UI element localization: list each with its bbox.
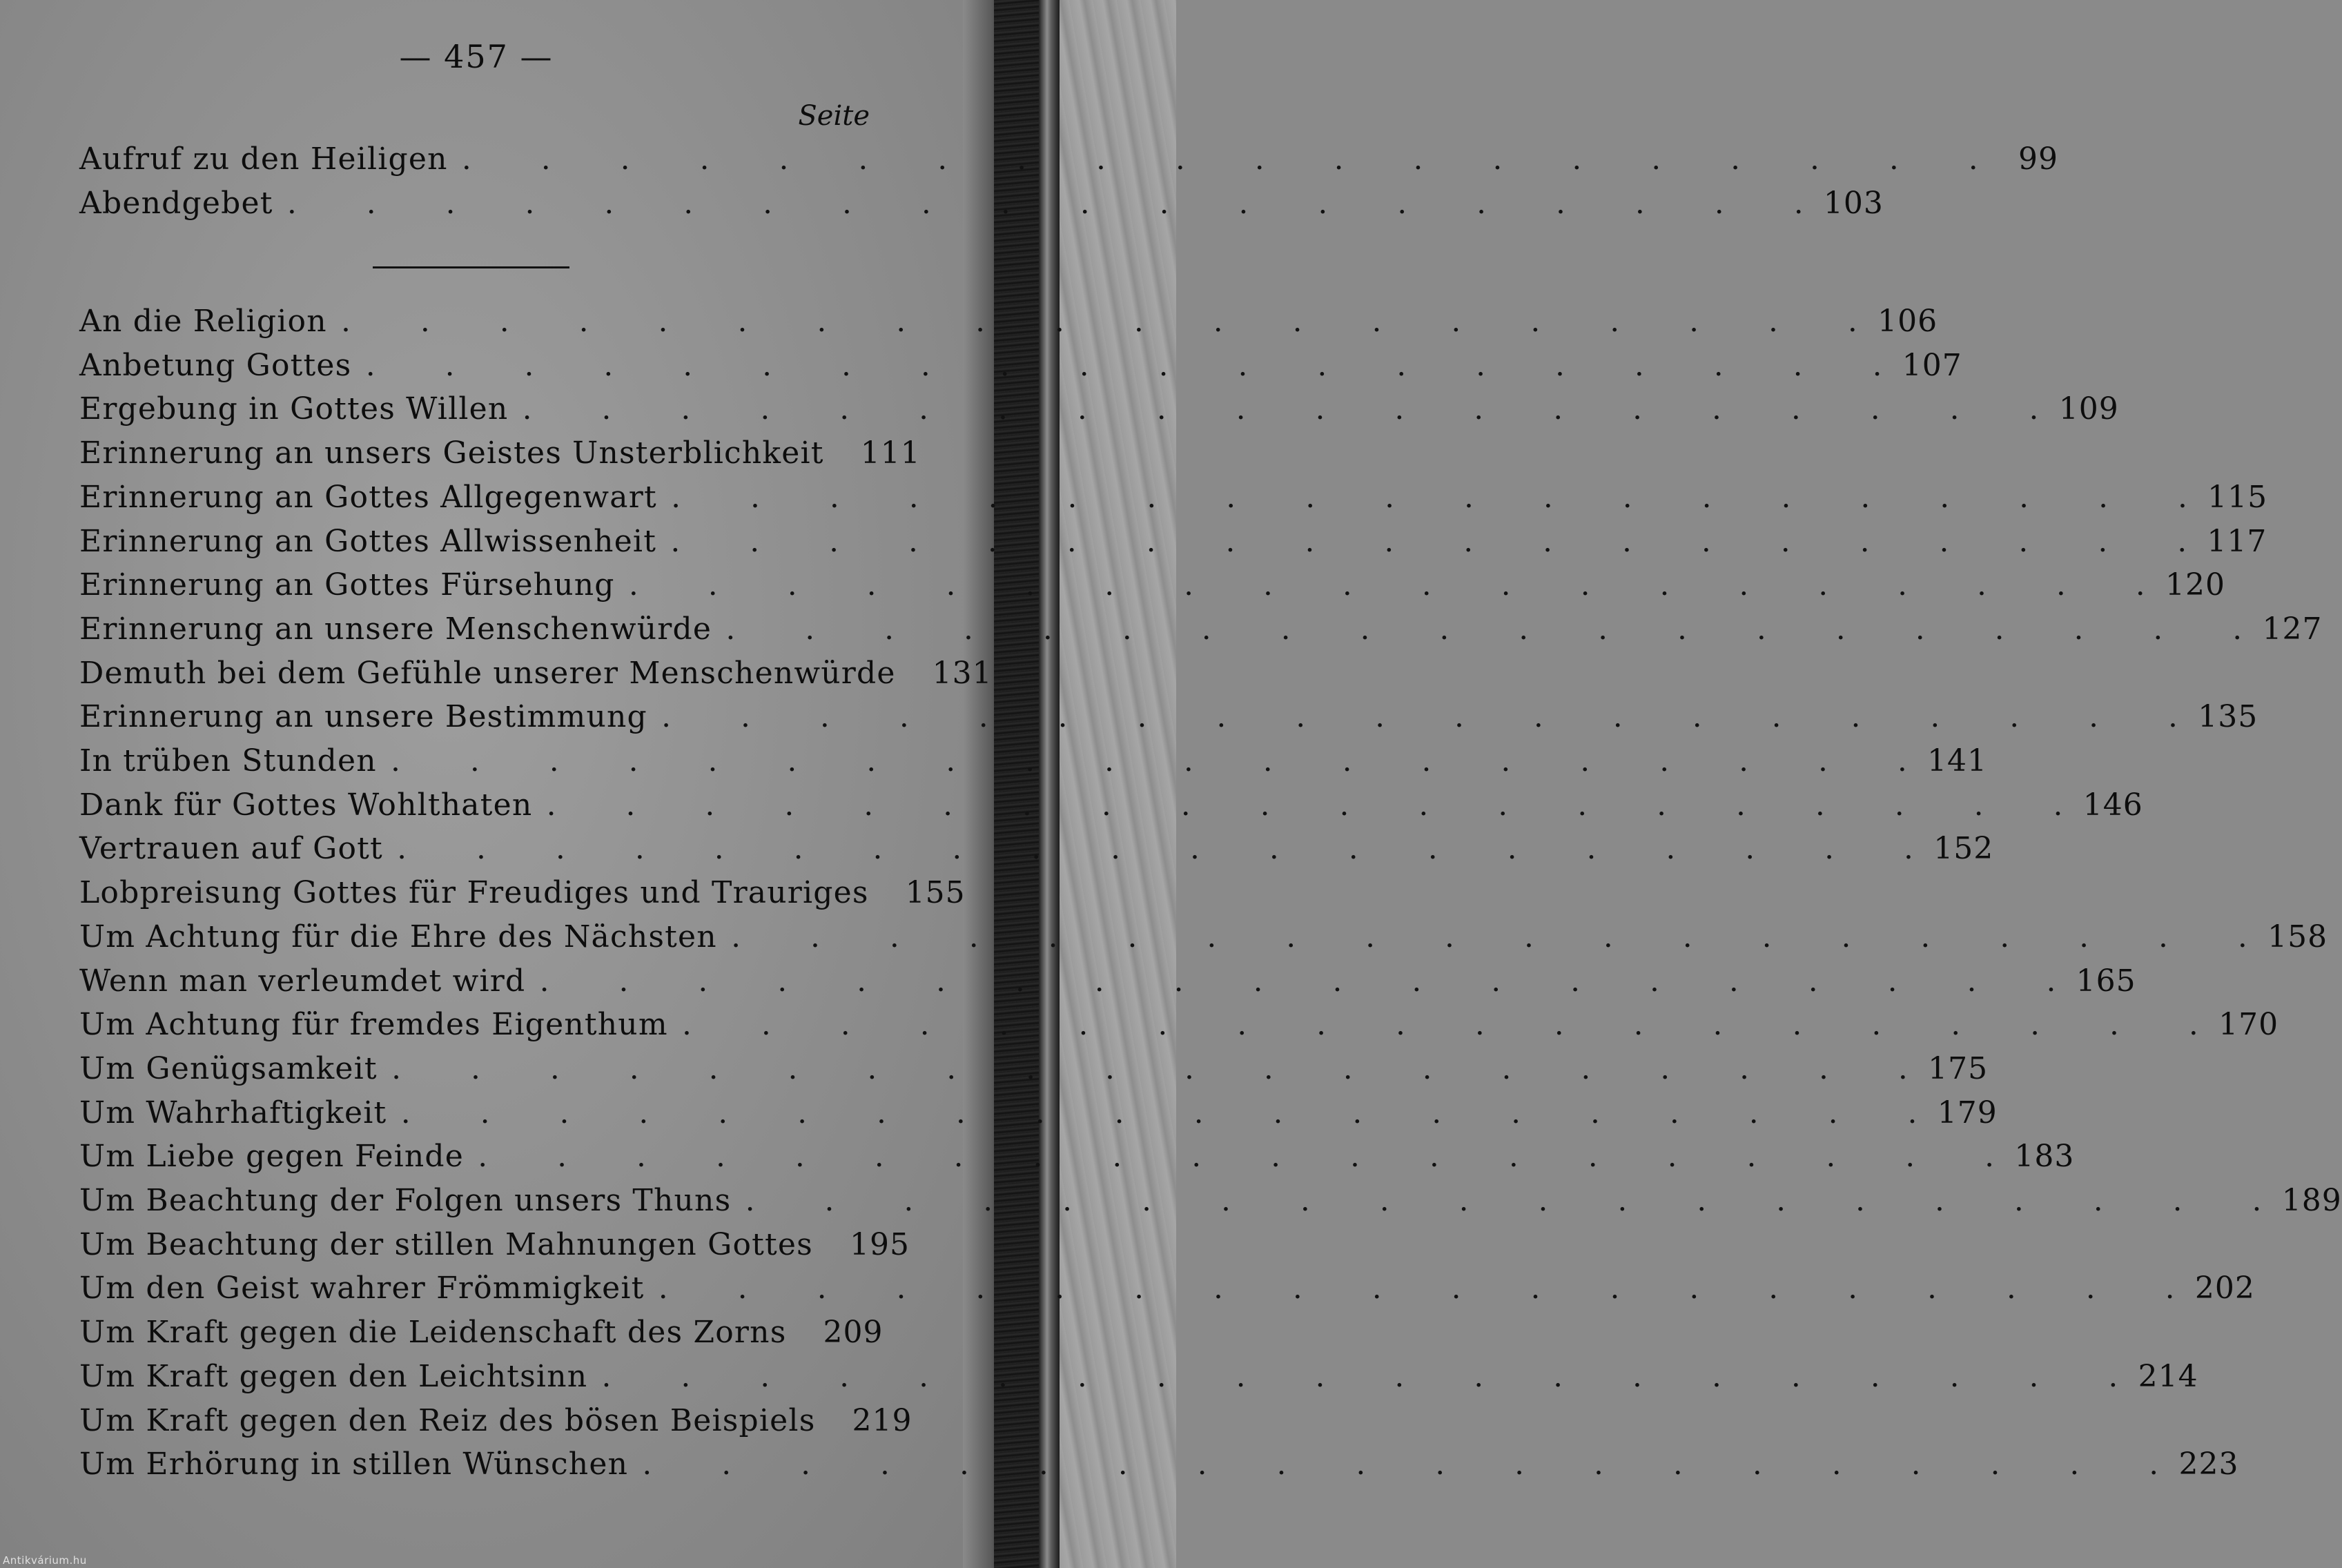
toc-entry	[79, 347, 1962, 389]
toc-entry-page: 152	[1933, 831, 1994, 867]
toc-entry-title: Um Kraft gegen den Reiz des bösen Beispiels	[79, 1402, 816, 1438]
toc-entry-page: 158	[2267, 919, 2328, 954]
toc-entry-title: Um Achtung für die Ehre des Nächsten	[79, 919, 717, 954]
toc-entry-title: Um Beachtung der Folgen unsers Thuns	[79, 1183, 732, 1218]
dot-leader	[398, 840, 1912, 864]
toc-entry-page: 146	[2082, 787, 2143, 823]
toc-entry-title: Erinnerung an Gottes Allgegenwart	[79, 479, 657, 515]
toc-entry-page: 202	[2194, 1271, 2255, 1306]
toc-entry-page: 214	[2138, 1358, 2198, 1394]
dot-leader	[342, 313, 1856, 337]
dot-leader	[393, 1060, 1906, 1084]
dot-leader	[672, 489, 2186, 513]
toc-entry-page: 127	[2262, 611, 2323, 647]
dot-leader	[663, 708, 2176, 732]
dot-leader	[643, 1456, 2157, 1480]
page-number: — 457 —	[399, 38, 554, 75]
dot-leader	[402, 1104, 1915, 1128]
toc-entry-page: 106	[1877, 304, 1938, 339]
toc-entry	[79, 655, 993, 697]
toc-entry-page: 117	[2207, 523, 2267, 559]
toc-entry	[79, 1447, 2239, 1488]
toc-entry-page: 219	[852, 1402, 913, 1438]
toc-entry-title: Erinnerung an unsers Geistes Unsterblichkeit	[79, 435, 824, 471]
toc-entry-page: 115	[2207, 479, 2268, 515]
toc-entry-page: 170	[2218, 1007, 2279, 1043]
toc-entry-page: 99	[2018, 141, 2058, 177]
toc-entry-page: 109	[2058, 391, 2119, 427]
toc-entry-title: Abendgebet	[79, 186, 273, 221]
toc-entry	[79, 1095, 1998, 1137]
toc-entry-page: 120	[2165, 567, 2225, 603]
dot-leader	[683, 1016, 2197, 1040]
dot-leader	[727, 620, 2241, 645]
dot-leader	[660, 1280, 2174, 1304]
dot-leader	[479, 1148, 1993, 1172]
wooden-surface	[1060, 0, 1176, 1568]
toc-entry-title: Demuth bei dem Gefühle unserer Menschenwürde	[79, 655, 896, 691]
toc-entry	[79, 304, 1938, 345]
page-column-label: Seite	[798, 100, 870, 132]
toc-entry-title: Dank für Gottes Wohlthaten	[79, 787, 533, 823]
dot-leader	[603, 1368, 2116, 1392]
toc-entry-title: Aufruf zu den Heiligen	[79, 141, 448, 177]
toc-entry-page: 209	[823, 1315, 884, 1351]
toc-entry-page: 189	[2281, 1183, 2342, 1218]
toc-entry	[79, 1271, 2255, 1312]
toc-entry-title: Erinnerung an Gottes Allwissenheit	[79, 523, 657, 559]
toc-entry	[79, 1226, 910, 1268]
toc-entry-title: Um Achtung für fremdes Eigenthum	[79, 1007, 668, 1043]
book-cover-edge	[1039, 0, 1060, 1568]
watermark-text: Antikvárium.hu	[3, 1554, 87, 1567]
toc-entry-title: Um Genügsamkeit	[79, 1050, 378, 1086]
toc-entry	[79, 1050, 1989, 1092]
toc-entry-title: Erinnerung an Gottes Fürsehung	[79, 567, 615, 603]
toc-entry	[79, 919, 2328, 961]
toc-entry	[79, 1402, 913, 1444]
toc-entry	[79, 391, 2119, 433]
toc-entry	[79, 186, 1884, 227]
dot-leader	[523, 400, 2037, 424]
section-divider	[373, 266, 569, 268]
toc-entry-title: Ergebung in Gottes Willen	[79, 391, 509, 427]
toc-entry-page: 111	[860, 435, 921, 471]
toc-entry-page: 179	[1937, 1095, 1998, 1130]
dot-leader	[392, 752, 1906, 776]
toc-entry	[79, 699, 2258, 741]
toc-entry	[79, 479, 2268, 521]
toc-entry-page: 165	[2076, 963, 2136, 999]
toc-entry-title: Um Kraft gegen den Leichtsinn	[79, 1358, 588, 1394]
toc-entry-title: Erinnerung an unsere Menschenwürde	[79, 611, 712, 647]
toc-entry-page: 175	[1928, 1050, 1989, 1086]
toc-entry-title: Wenn man verleumdet wird	[79, 963, 526, 999]
toc-entry-page: 107	[1902, 347, 1962, 383]
toc-entry-title: Um Wahrhaftigkeit	[79, 1095, 387, 1130]
dot-leader	[630, 576, 2144, 600]
toc-entry	[79, 831, 1994, 872]
dot-leader	[547, 796, 2061, 821]
dot-leader	[463, 150, 1977, 175]
toc-entry	[79, 787, 2143, 829]
toc-entry	[79, 567, 2225, 609]
toc-entry	[79, 743, 1988, 785]
toc-entry	[79, 435, 921, 477]
toc-entry-title: Vertrauen auf Gott	[79, 831, 383, 867]
toc-entry-page: 141	[1927, 743, 1988, 778]
dot-leader	[732, 928, 2246, 952]
toc-entry-title: Lobpreisung Gottes für Freudiges und Trauriges	[79, 875, 869, 911]
toc-entry-title: Um Beachtung der stillen Mahnungen Gottes	[79, 1226, 813, 1262]
toc-entry	[79, 875, 966, 917]
toc-entry-page: 131	[932, 655, 993, 691]
toc-entry-page: 183	[2014, 1139, 2075, 1175]
toc-entry-page: 103	[1823, 186, 1884, 221]
toc-entry-title: Erinnerung an unsere Bestimmung	[79, 699, 647, 735]
dot-leader	[289, 195, 1802, 219]
toc-entry-page: 135	[2198, 699, 2258, 735]
toc-entry-title: Anbetung Gottes	[79, 347, 352, 383]
dot-leader	[672, 533, 2185, 557]
toc-entry	[79, 1315, 884, 1356]
toc-entry-title: An die Religion	[79, 304, 327, 339]
toc-entry-title: Um den Geist wahrer Frömmigkeit	[79, 1271, 645, 1306]
toc-entry	[79, 141, 2058, 183]
toc-entry	[79, 963, 2136, 1005]
toc-entry	[79, 1139, 2075, 1180]
dot-leader	[367, 357, 1880, 381]
dot-leader	[540, 972, 2054, 997]
toc-entry	[79, 1007, 2279, 1048]
toc-entry-title: In trüben Stunden	[79, 743, 377, 778]
toc-entry	[79, 1358, 2198, 1400]
toc-entry-title: Um Erhörung in stillen Wünschen	[79, 1447, 629, 1482]
toc-entry-page: 195	[849, 1226, 910, 1262]
toc-entry	[79, 611, 2323, 653]
toc-entry-title: Um Kraft gegen die Leidenschaft des Zorns	[79, 1315, 787, 1351]
toc-entry-page: 223	[2178, 1447, 2239, 1482]
toc-entry-page: 155	[905, 875, 966, 911]
toc-entry-title: Um Liebe gegen Feinde	[79, 1139, 465, 1175]
dot-leader	[746, 1192, 2260, 1216]
toc-entry	[79, 523, 2267, 565]
toc-entry	[79, 1183, 2342, 1224]
